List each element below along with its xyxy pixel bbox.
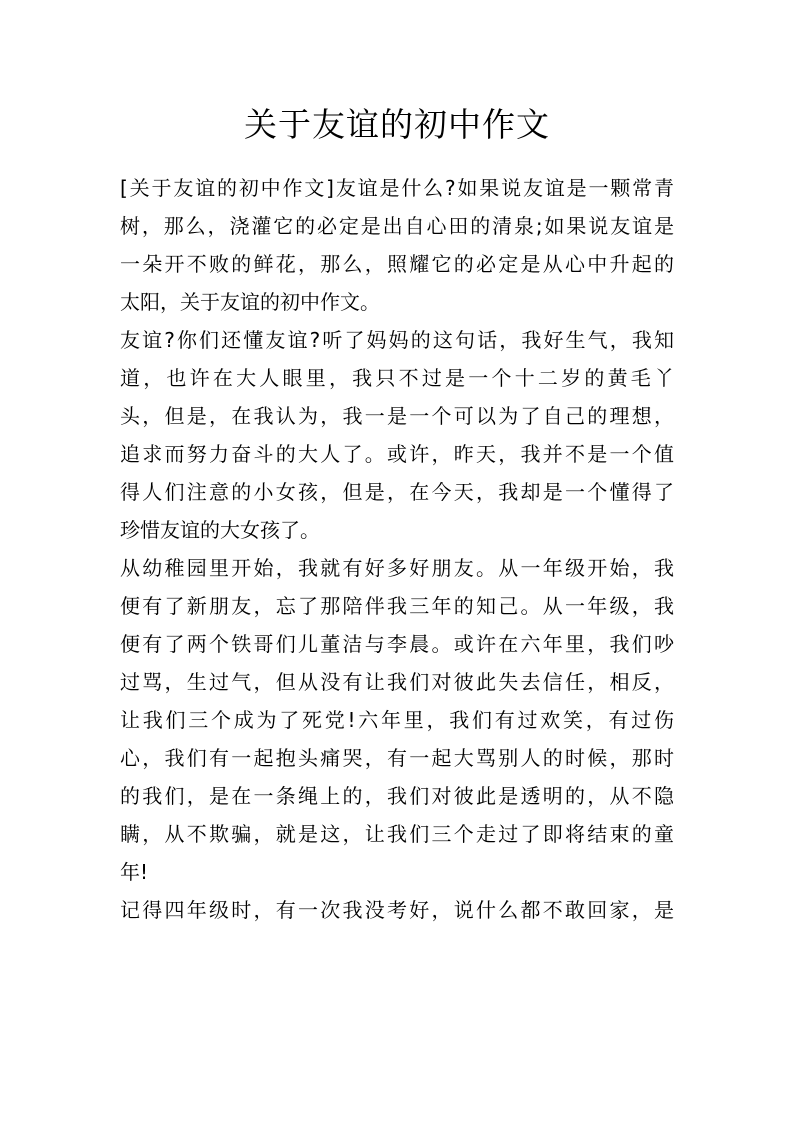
- text-line: 道，也许在大人眼里，我只不过是一个十二岁的黄毛丫: [120, 366, 674, 390]
- essay-body: [120, 169, 674, 929]
- text-line: 年!: [120, 860, 149, 884]
- paragraph-2: [120, 321, 674, 549]
- text-line: 让我们三个成为了死党!六年里，我们有过欢笑，有过伤: [120, 708, 674, 732]
- paragraph-3: [120, 549, 674, 891]
- text-line: 便有了两个铁哥们儿董洁与李晨。或许在六年里，我们吵: [120, 632, 674, 656]
- text-line: 友谊?你们还懂友谊?听了妈妈的这句话，我好生气，我知: [120, 328, 674, 352]
- text-line: 过骂，生过气，但从没有让我们对彼此失去信任，相反，: [120, 670, 674, 694]
- text-line: 得人们注意的小女孩，但是，在今天，我却是一个懂得了: [120, 480, 674, 504]
- paragraph-4: [120, 891, 674, 929]
- text-line: 一朵开不败的鲜花，那么，照耀它的必定是从心中升起的: [120, 252, 674, 276]
- text-line: 头，但是，在我认为，我一是一个可以为了自己的理想，: [120, 404, 674, 428]
- text-line: [关于友谊的初中作文]友谊是什么?如果说友谊是一颗常青: [120, 176, 674, 200]
- page-title: 关于友谊的初中作文: [244, 105, 550, 144]
- text-line: 便有了新朋友，忘了那陪伴我三年的知己。从一年级，我: [120, 594, 674, 618]
- text-line: 从幼稚园里开始，我就有好多好朋友。从一年级开始，我: [120, 556, 674, 580]
- text-line: 记得四年级时，有一次我没考好，说什么都不敢回家，是: [120, 898, 674, 922]
- text-line: 瞒，从不欺骗，就是这，让我们三个走过了即将结束的童: [120, 822, 674, 846]
- text-line: 珍惜友谊的大女孩了。: [120, 518, 320, 542]
- text-line: 太阳，关于友谊的初中作文。: [120, 290, 380, 314]
- text-line: 心，我们有一起抱头痛哭，有一起大骂别人的时候，那时: [120, 746, 674, 770]
- text-line: 树，那么，浇灌它的必定是出自心田的清泉;如果说友谊是: [120, 214, 674, 238]
- text-line: 的我们，是在一条绳上的，我们对彼此是透明的，从不隐: [120, 784, 674, 808]
- text-line: 追求而努力奋斗的大人了。或许，昨天，我并不是一个值: [120, 442, 674, 466]
- paragraph-1: [120, 169, 674, 321]
